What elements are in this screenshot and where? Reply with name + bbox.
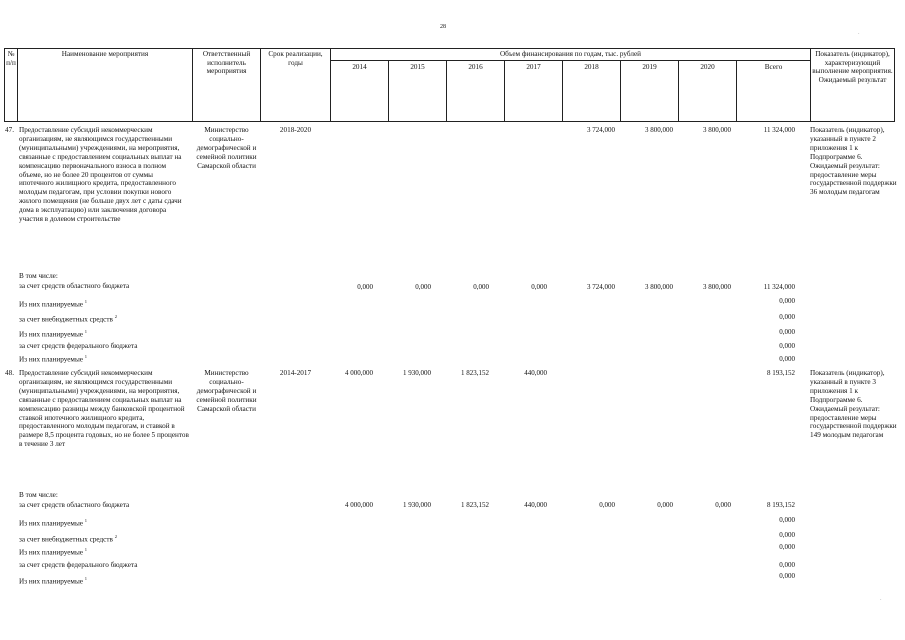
header-year: 2015 (410, 63, 425, 71)
measure-executor: Министерство социально-демографической и семейной политики Самарской области (196, 369, 257, 413)
measure-period: 2014-2017 (279, 369, 312, 377)
header-col-divider (330, 48, 331, 122)
funding-value: 4 000,000 (345, 501, 373, 509)
funding-value: 1 823,152 (461, 501, 489, 509)
row-number: 48. (5, 369, 14, 377)
funding-value: 0,000 (473, 283, 489, 291)
measure-name: Предоставление субсидий некоммерческим организациям, не являющимся государственными (муниципальными) учреждениями, на мероприятия, связанные с предоставлением социальных выплат на компенсацию разницы между банковской процентной ставкой ипотечного жилищного кредита, предоставленного молодым педагогам, и ставкой в размере 8,5 процента годовых, но не более 5 процентов в течение 3 лет (19, 369, 189, 449)
funding-total: 11 324,000 (763, 126, 795, 134)
funding-value: 0,000 (715, 501, 731, 509)
footnote-mark: 1 (84, 354, 88, 359)
header-year: 2018 (584, 63, 599, 71)
header-funding-volume: Объем финансирования по годам, тыс. рублей (499, 50, 642, 58)
funding-value: 4 000,000 (345, 369, 373, 377)
header-year: 2016 (468, 63, 483, 71)
measure-period: 2018-2020 (279, 126, 312, 134)
funding-value: 0,000 (357, 283, 373, 291)
funding-value: 3 724,000 (587, 283, 615, 291)
header-executor: Ответственный исполнитель мероприятия (202, 50, 251, 76)
funding-total: 8 193,152 (767, 501, 795, 509)
header-number: № п/п (6, 50, 16, 67)
header-total: Всего (764, 63, 783, 71)
header-top-border (4, 48, 895, 49)
funding-total: 0,000 (779, 543, 795, 551)
source-label: Из них планируемые $^1$ (19, 329, 88, 339)
source-label: Из них планируемые $^1$ (19, 518, 88, 528)
header-bottom-border (4, 121, 895, 122)
funding-total: 0,000 (779, 572, 795, 580)
funding-value: 1 930,000 (403, 501, 431, 509)
header-year: 2019 (642, 63, 657, 71)
header-year: 2020 (700, 63, 715, 71)
header-year: 2014 (352, 63, 367, 71)
funding-total: 0,000 (779, 531, 795, 539)
funding-value: 3 800,000 (703, 126, 731, 134)
footnote-mark: 1 (84, 329, 88, 334)
funding-total: 8 193,152 (767, 369, 795, 377)
page-number: 28 (440, 24, 446, 30)
header-period: Срок реализации, годы (268, 50, 323, 67)
source-label: Из них планируемые $^1$ (19, 547, 88, 557)
funding-total: 0,000 (779, 342, 795, 350)
indicator-text: Показатель (индикатор), указанный в пункте 2 приложения 1 к Подпрограмме 6. Ожидаемый результат: предоставление меры государственной поддержки 36 молодым педагогам (810, 126, 897, 197)
footnote-mark: 2 (114, 534, 117, 539)
funding-value: 3 800,000 (645, 126, 673, 134)
funding-total: 0,000 (779, 297, 795, 305)
footnote-mark: 1 (84, 299, 88, 304)
including-label: В том числе: (19, 491, 58, 499)
row-number: 47. (5, 126, 14, 134)
funding-total: 0,000 (779, 313, 795, 321)
funding-value: 440,000 (524, 501, 547, 509)
measure-name: Предоставление субсидий некоммерческим организациям, не являющимся государственными (муниципальными) учреждениями, на мероприятия, связанные с предоставлением социальных выплат на компенсацию первоначального взноса в полном объеме, но не более 20 процентов от суммы ипотечного жилищного кредита, предоставленного молодым педагогам, при условии покупки нового жилого помещения (не больше двух лет с даты сдачи дома в эксплуатацию) или заключения договора участия в долевом строительстве (19, 126, 182, 224)
scan-mark: · (880, 598, 882, 603)
scan-mark: · (858, 32, 860, 37)
source-label: Из них планируемые $^1$ (19, 299, 88, 309)
source-label: за счет средств областного бюджета (19, 282, 130, 290)
including-label: В том числе: (19, 272, 58, 280)
funding-value: 440,000 (524, 369, 547, 377)
source-label: за счет внебюджетных средств $^2$ (19, 314, 117, 324)
indicator-text: Показатель (индикатор), указанный в пункте 3 приложения 1 к Подпрограмме 6. Ожидаемый результат: предоставление меры государственной поддержки 149 молодым педагогам (810, 369, 897, 440)
funding-value: 3 800,000 (645, 283, 673, 291)
header-year-divider (330, 60, 810, 61)
measure-executor: Министерство социально-демографической и семейной политики Самарской области (196, 126, 257, 170)
source-label: Из них планируемые $^1$ (19, 354, 88, 364)
funding-total: 0,000 (779, 328, 795, 336)
footnote-mark: 1 (84, 518, 88, 523)
funding-total: 11 324,000 (763, 283, 795, 291)
footnote-mark: 2 (114, 314, 117, 319)
header-indicator: Показатель (индикатор), характеризующий выполнение мероприятия. Ожидаемый результат (812, 50, 893, 84)
funding-value: 0,000 (531, 283, 547, 291)
funding-value: 1 930,000 (403, 369, 431, 377)
funding-total: 0,000 (779, 355, 795, 363)
footnote-mark: 1 (84, 576, 88, 581)
source-label: за счет средств областного бюджета (19, 501, 130, 509)
funding-value: 3 724,000 (587, 126, 615, 134)
source-label: за счет средств федерального бюджета (19, 561, 138, 569)
funding-value: 1 823,152 (461, 369, 489, 377)
funding-value: 3 800,000 (703, 283, 731, 291)
funding-total: 0,000 (779, 561, 795, 569)
funding-value: 0,000 (657, 501, 673, 509)
header-col-divider (17, 48, 18, 122)
funding-value: 0,000 (599, 501, 615, 509)
source-label: Из них планируемые $^1$ (19, 576, 88, 586)
source-label: за счет средств федерального бюджета (19, 342, 138, 350)
source-label: за счет внебюджетных средств $^2$ (19, 534, 117, 544)
header-year: 2017 (526, 63, 541, 71)
footnote-mark: 1 (84, 547, 88, 552)
funding-value: 0,000 (415, 283, 431, 291)
funding-total: 0,000 (779, 516, 795, 524)
header-col-divider (894, 48, 895, 122)
header-measure-name: Наименование мероприятия (61, 50, 149, 58)
